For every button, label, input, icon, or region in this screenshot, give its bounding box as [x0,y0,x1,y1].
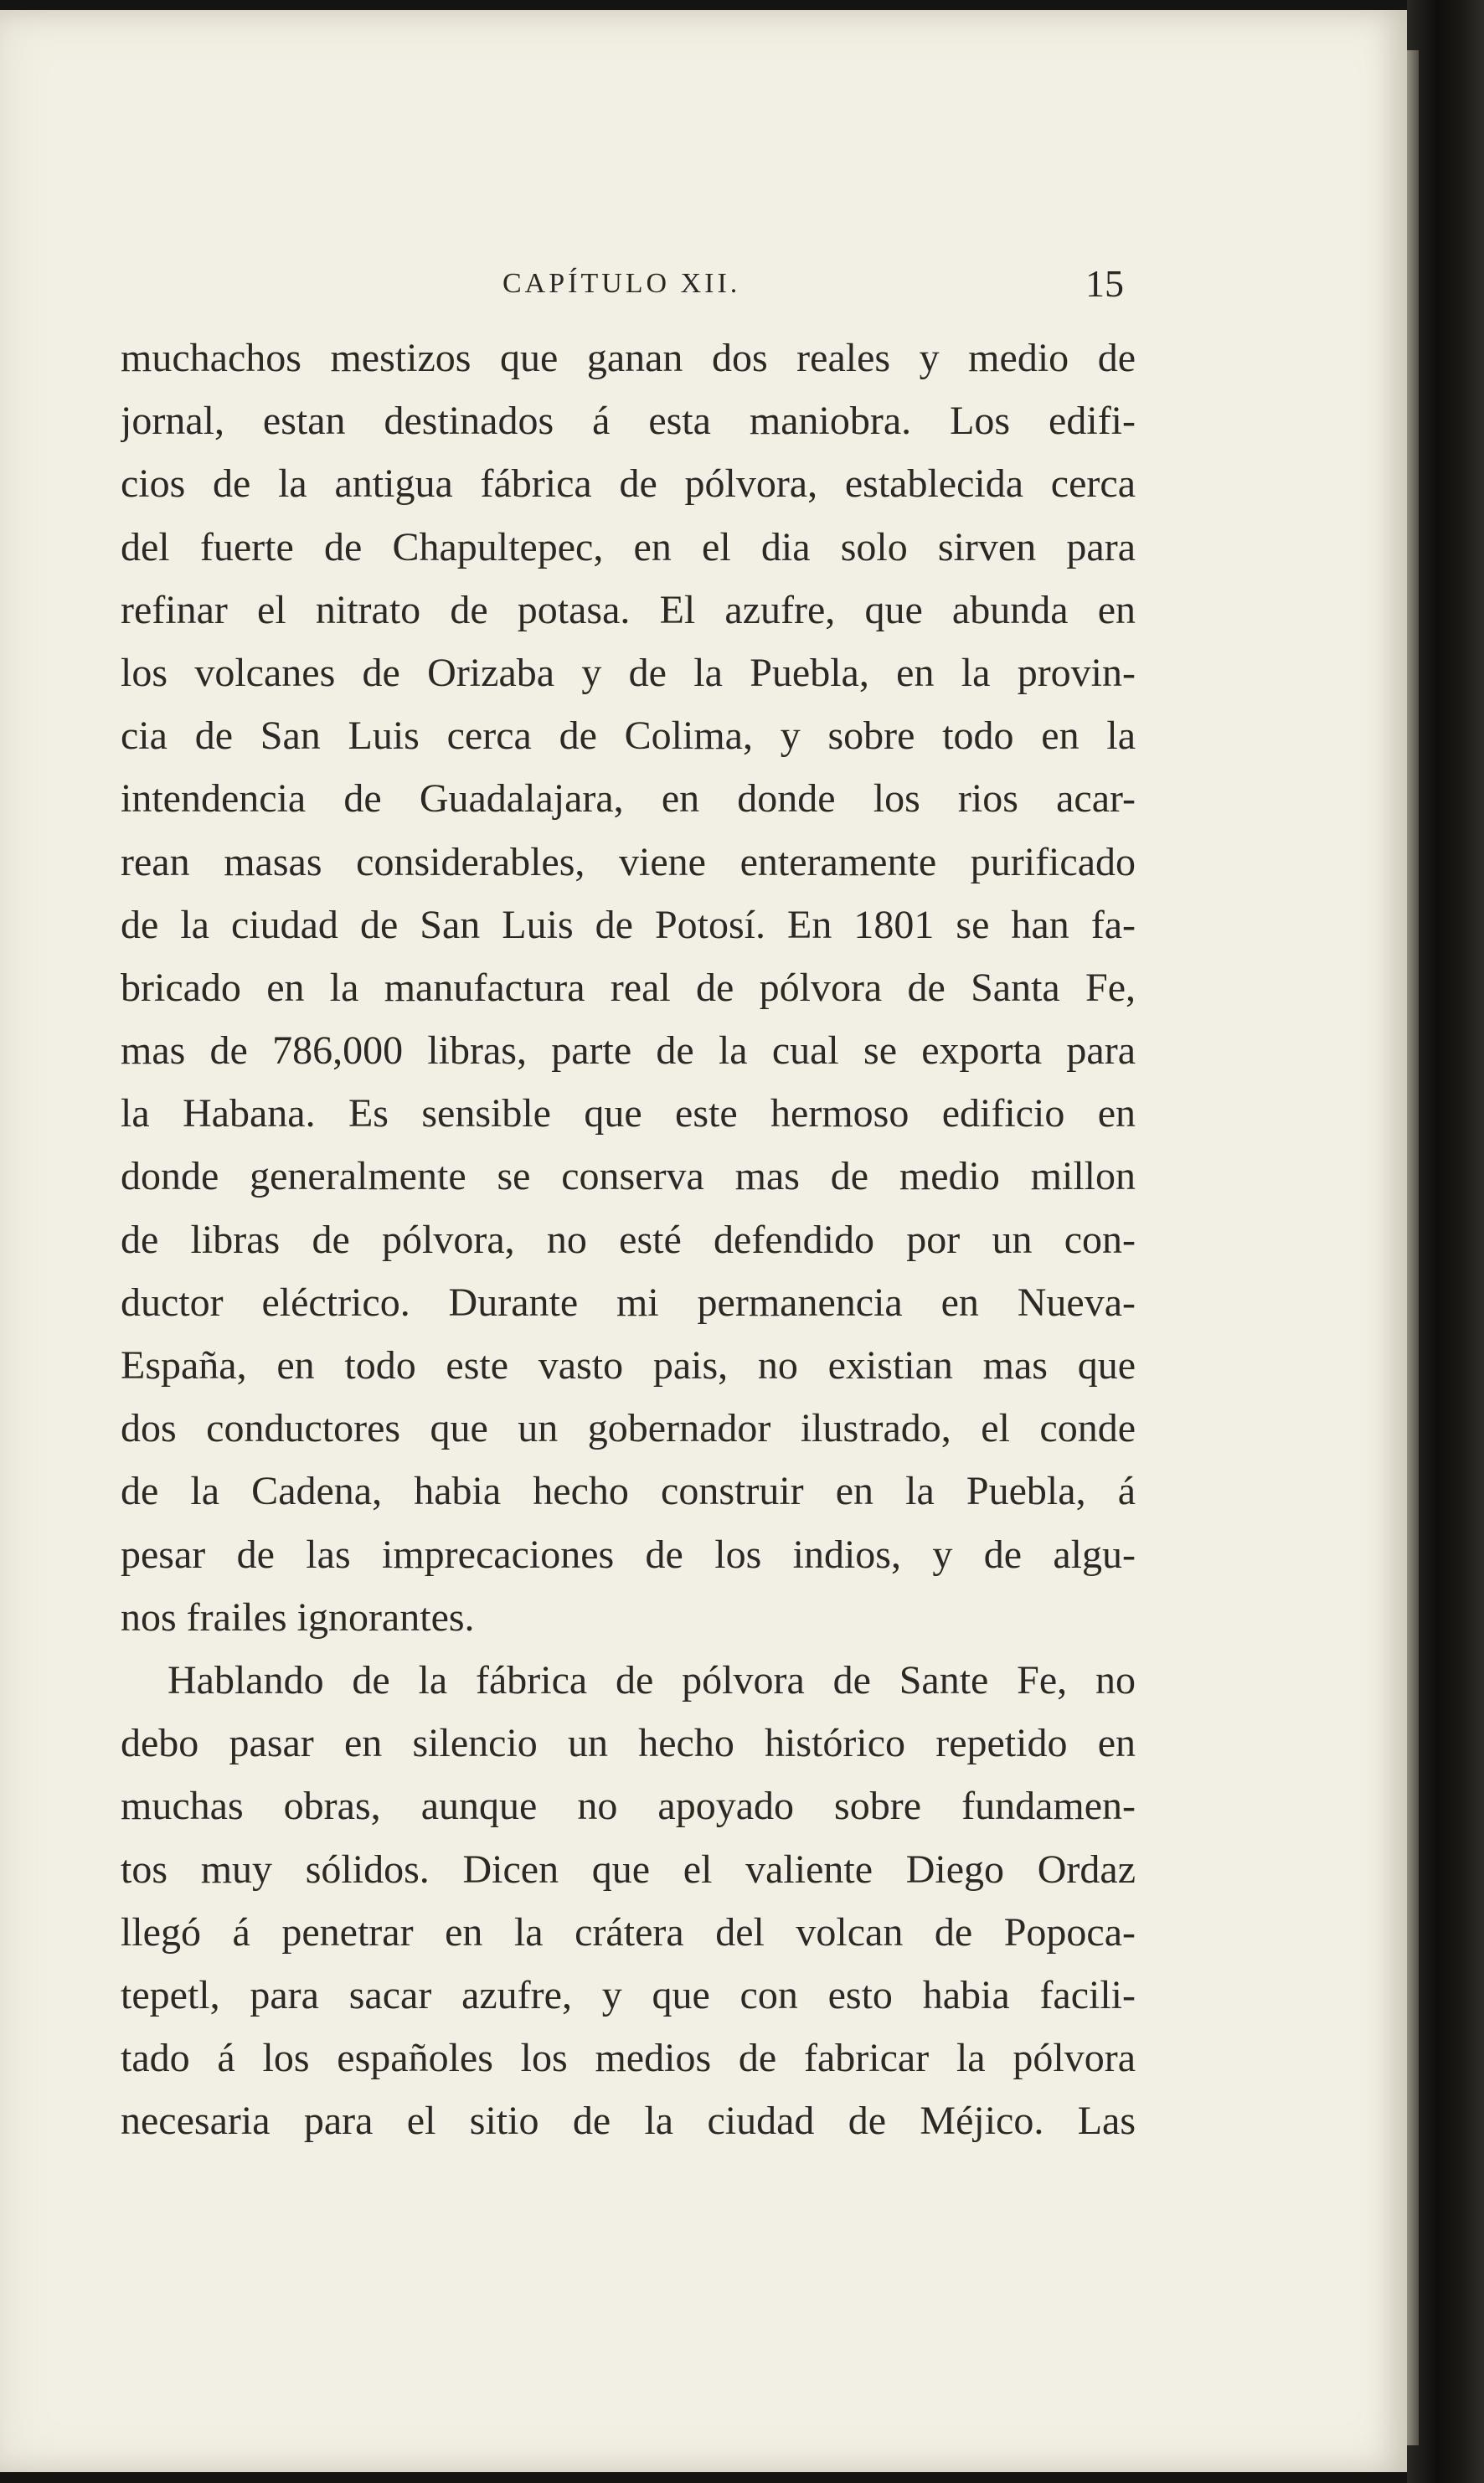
paragraph-1 [121,327,1136,1649]
text-line: mas de 786,000 libras, parte de la cual se exporta para [121,1028,1136,1074]
book-binding-edge [1407,0,1484,2483]
text-line: dos conductores que un gobernador ilustrado, el conde [121,1406,1136,1451]
text-line: muchas obras, aunque no apoyado sobre fundamen- [121,1784,1136,1829]
text-line: España, en todo este vasto pais, no existian mas que [121,1343,1136,1388]
text-line: tos muy sólidos. Dicen que el valiente Diego Ordaz [121,1847,1136,1892]
body-text [121,327,1136,2152]
text-line: del fuerte de Chapultepec, en el dia solo sirven para [121,524,1136,569]
text-line: pesar de las imprecaciones de los indios, y de algu- [121,1532,1136,1577]
text-line: tado á los españoles los medios de fabricar la pólvora [121,2036,1136,2081]
text-line: muchachos mestizos que ganan dos reales y medio de [121,336,1136,380]
text-line: la Habana. Es sensible que este hermoso edificio en [121,1091,1136,1136]
chapter-title: CAPÍTULO XII. [502,268,741,299]
text-line: llegó á penetrar en la crátera del volcan de Popoca- [121,1909,1136,1955]
text-line: necesaria para el sitio de la ciudad de Méjico. Las [121,2099,1136,2144]
text-line: de la ciudad de San Luis de Potosí. En 1801 se han fa- [121,902,1136,947]
book-page [0,10,1407,2472]
page-number: 15 [1085,262,1124,305]
text-line: bricado en la manufactura real de pólvora de Santa Fe, [121,965,1136,1010]
text-line: los volcanes de Orizaba y de la Puebla, en la provin- [121,650,1136,695]
text-line: rean masas considerables, viene enteramente purificado [121,839,1136,884]
text-line: cia de San Luis cerca de Colima, y sobre todo en la [121,713,1136,759]
text-line: cios de la antigua fábrica de pólvora, establecida cerca [121,461,1136,507]
text-line: donde generalmente se conserva mas de medio millon [121,1154,1136,1199]
text-line: jornal, estan destinados á esta maniobra. Los edifi- [121,399,1136,444]
text-line: de la Cadena, habia hecho construir en la Puebla, á [121,1469,1136,1514]
text-line: de libras de pólvora, no esté defendido por un con- [121,1217,1136,1262]
text-line: debo pasar en silencio un hecho histórico repetido en [121,1721,1136,1766]
text-line: tepetl, para sacar azufre, y que con esto habia facili- [121,1972,1136,2017]
text-line: nos frailes ignorantes. [121,1594,475,1640]
running-head [0,261,1407,312]
text-line: intendencia de Guadalajara, en donde los rios acar- [121,776,1136,822]
text-line: refinar el nitrato de potasa. El azufre, que abunda en [121,587,1136,632]
text-line: ductor eléctrico. Durante mi permanencia en Nueva- [121,1280,1136,1325]
text-line: Hablando de la fábrica de pólvora de Sante Fe, no [167,1657,1136,1703]
paragraph-2 [121,1649,1136,2153]
